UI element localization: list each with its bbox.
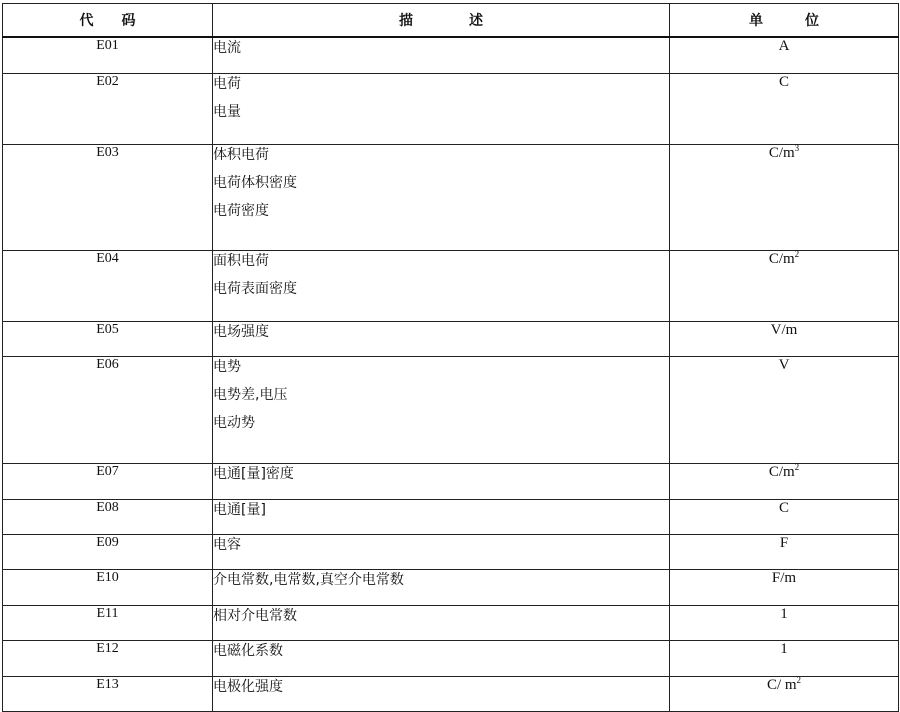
table-row [3, 534, 899, 569]
cell-unit [670, 569, 899, 605]
description-line: 电荷 [213, 75, 241, 92]
cell-code: E12 [3, 640, 213, 676]
cell-unit [670, 73, 899, 144]
cell-unit [670, 676, 899, 711]
unit-exponent: 2 [794, 461, 800, 472]
cell-unit [670, 321, 899, 356]
unit-base: F/m [771, 569, 797, 586]
cell-unit [670, 605, 899, 640]
cell-code: E02 [3, 73, 213, 144]
table-row [3, 37, 899, 73]
table-body [3, 37, 899, 711]
unit-base: V [778, 356, 790, 373]
unit-base: C/ m [766, 676, 797, 693]
cell-code: E08 [3, 499, 213, 534]
description-line: 电荷密度 [213, 202, 269, 219]
unit-exponent: 3 [794, 142, 800, 153]
description-line: 电通[量] [213, 501, 266, 518]
cell-code: E11 [3, 605, 213, 640]
description-line: 电动势 [213, 414, 255, 431]
cell-description [213, 640, 670, 676]
unit-base: C/m [768, 463, 795, 480]
cell-code: E10 [3, 569, 213, 605]
unit-base: F [779, 534, 789, 551]
electric-quantity-code-table [2, 3, 899, 712]
table-row [3, 640, 899, 676]
unit-base: C/m [768, 144, 795, 161]
cell-unit [670, 534, 899, 569]
cell-code: E13 [3, 676, 213, 711]
header-code [3, 4, 213, 38]
description-line: 电量 [213, 103, 241, 120]
description-line: 电势 [213, 358, 241, 375]
description-line: 电流 [213, 40, 241, 56]
description-line: 电势差,电压 [213, 386, 288, 403]
description-line: 面积电荷 [213, 252, 269, 269]
table-row [3, 144, 899, 250]
cell-unit [670, 640, 899, 676]
cell-description [213, 356, 670, 463]
table-row [3, 321, 899, 356]
table-row [3, 605, 899, 640]
header-desc-char-2: 述 [469, 13, 483, 29]
cell-code: E04 [3, 250, 213, 321]
unit-base: 1 [780, 605, 788, 622]
description-line: 体积电荷 [213, 146, 269, 163]
unit-base: 1 [780, 640, 788, 657]
header-unit [670, 4, 899, 38]
table-row [3, 250, 899, 321]
cell-code: E03 [3, 144, 213, 250]
cell-unit [670, 250, 899, 321]
description-line: 电荷体积密度 [213, 174, 297, 191]
unit-exponent: 2 [796, 674, 802, 685]
cell-description [213, 37, 670, 73]
description-line: 电荷表面密度 [213, 280, 297, 297]
description-line: 电磁化系数 [213, 642, 283, 659]
unit-base: C/m [768, 250, 795, 267]
cell-description [213, 250, 670, 321]
table-row [3, 569, 899, 605]
unit-base: A [778, 38, 790, 54]
table-row [3, 356, 899, 463]
cell-code: E07 [3, 463, 213, 499]
cell-description [213, 676, 670, 711]
header-desc-char-1: 描 [399, 13, 413, 29]
cell-unit [670, 144, 899, 250]
description-line: 介电常数,电常数,真空介电常数 [213, 571, 404, 588]
cell-description [213, 321, 670, 356]
cell-code: E09 [3, 534, 213, 569]
cell-unit [670, 463, 899, 499]
table-header-row [3, 4, 899, 38]
description-line: 电容 [213, 536, 241, 553]
table-row [3, 73, 899, 144]
cell-description [213, 499, 670, 534]
cell-code: E06 [3, 356, 213, 463]
unit-base: V/m [770, 321, 798, 338]
table-row [3, 463, 899, 499]
cell-description [213, 605, 670, 640]
description-line: 电场强度 [213, 323, 269, 340]
cell-unit [670, 499, 899, 534]
table-row [3, 499, 899, 534]
unit-exponent: 2 [794, 248, 800, 259]
header-code-char-2: 码 [121, 13, 136, 29]
unit-base: C [778, 499, 789, 516]
header-description [213, 4, 670, 38]
header-unit-char-2: 位 [805, 13, 819, 29]
table-row [3, 676, 899, 711]
cell-description [213, 463, 670, 499]
description-line: 相对介电常数 [213, 607, 297, 624]
header-unit-char-1: 单 [749, 13, 763, 29]
header-code-char-1: 代 [79, 13, 94, 29]
cell-description [213, 534, 670, 569]
unit-base: C [778, 73, 789, 90]
cell-description [213, 144, 670, 250]
cell-description [213, 73, 670, 144]
cell-code: E05 [3, 321, 213, 356]
cell-unit [670, 356, 899, 463]
description-line: 电极化强度 [213, 678, 283, 695]
cell-description [213, 569, 670, 605]
description-line: 电通[量]密度 [213, 465, 294, 482]
cell-unit [670, 37, 899, 73]
cell-code: E01 [3, 37, 213, 73]
